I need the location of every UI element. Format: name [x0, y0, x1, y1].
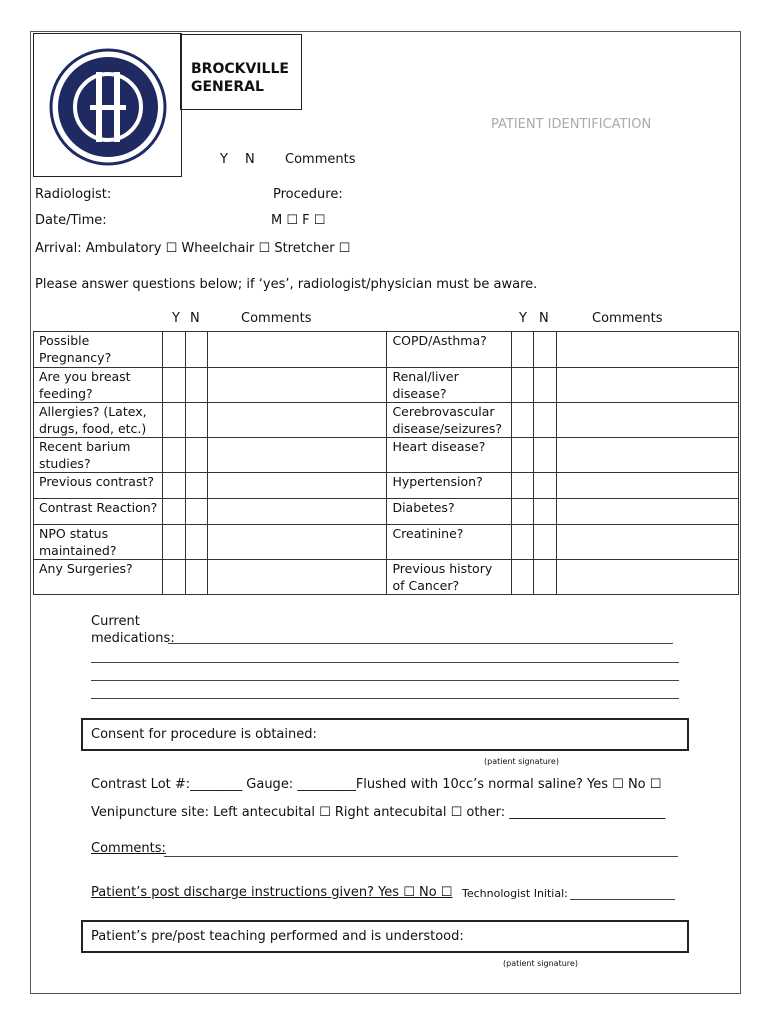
- question-left: Are you breast feeding?: [34, 368, 163, 403]
- comment-cell[interactable]: [207, 473, 387, 499]
- medications-line[interactable]: [91, 680, 679, 681]
- comment-cell[interactable]: [557, 525, 739, 560]
- datetime-label: Date/Time:: [35, 213, 107, 228]
- arrival-options[interactable]: Arrival: Ambulatory ☐ Wheelchair ☐ Stretcher ☐: [35, 241, 351, 256]
- medications-line[interactable]: [91, 698, 679, 699]
- yes-cell[interactable]: [162, 499, 185, 525]
- question-right: Previous history of Cancer?: [387, 560, 512, 595]
- consent-label: Consent for procedure is obtained:: [91, 727, 317, 742]
- no-cell[interactable]: [534, 499, 557, 525]
- question-right: Cerebrovascular disease/seizures?: [387, 403, 512, 438]
- table-row: [34, 499, 739, 525]
- radiologist-label: Radiologist:: [35, 187, 112, 202]
- hospital-name-line2: GENERAL: [191, 79, 264, 95]
- patient-signature-caption: (patient signature): [484, 757, 559, 766]
- patient-identification-label: PATIENT IDENTIFICATION: [491, 117, 652, 132]
- no-cell[interactable]: [185, 560, 207, 595]
- comment-cell[interactable]: [207, 499, 387, 525]
- table-header-comments-right: Comments: [592, 311, 663, 326]
- comment-cell[interactable]: [207, 403, 387, 438]
- no-cell[interactable]: [534, 560, 557, 595]
- contrast-line[interactable]: Contrast Lot #:________ Gauge: _________Flushed with 10cc’s normal saline? Yes ☐ No ☐: [91, 777, 662, 792]
- question-left: Contrast Reaction?: [34, 499, 163, 525]
- question-right: Heart disease?: [387, 438, 512, 473]
- hospital-name: [191, 60, 289, 96]
- question-right: COPD/Asthma?: [387, 332, 512, 368]
- table-header-y-right: Y: [519, 311, 527, 326]
- hospital-name-line1: BROCKVILLE: [191, 61, 289, 77]
- question-left: Any Surgeries?: [34, 560, 163, 595]
- no-cell[interactable]: [534, 332, 557, 368]
- procedure-label: Procedure:: [273, 187, 343, 202]
- comment-cell[interactable]: [557, 368, 739, 403]
- question-left: Possible Pregnancy?: [34, 332, 163, 368]
- comment-cell[interactable]: [207, 438, 387, 473]
- yes-cell[interactable]: [162, 368, 185, 403]
- table-header-comments-left: Comments: [241, 311, 312, 326]
- technologist-initial-label: Technologist Initial:: [462, 887, 568, 900]
- no-cell[interactable]: [534, 473, 557, 499]
- yes-cell[interactable]: [512, 368, 534, 403]
- comment-cell[interactable]: [557, 560, 739, 595]
- table-header-n-left: N: [190, 311, 200, 326]
- instructions-text: Please answer questions below; if ‘yes’, radiologist/physician must be aware.: [35, 277, 538, 292]
- comment-cell[interactable]: [557, 438, 739, 473]
- header-n: N: [245, 152, 255, 167]
- no-cell[interactable]: [185, 332, 207, 368]
- sex-checkboxes[interactable]: M ☐ F ☐: [271, 213, 326, 228]
- comment-cell[interactable]: [207, 560, 387, 595]
- comment-cell[interactable]: [207, 525, 387, 560]
- comments-line[interactable]: [164, 856, 678, 857]
- no-cell[interactable]: [185, 499, 207, 525]
- yes-cell[interactable]: [512, 560, 534, 595]
- question-right: Creatinine?: [387, 525, 512, 560]
- yes-cell[interactable]: [512, 473, 534, 499]
- no-cell[interactable]: [534, 525, 557, 560]
- comment-cell[interactable]: [557, 499, 739, 525]
- question-right: Diabetes?: [387, 499, 512, 525]
- table-row: [34, 525, 739, 560]
- yes-cell[interactable]: [162, 473, 185, 499]
- table-header-n-right: N: [539, 311, 549, 326]
- technologist-initial-line[interactable]: [570, 899, 675, 900]
- yes-cell[interactable]: [512, 332, 534, 368]
- table-row: [34, 438, 739, 473]
- comment-cell[interactable]: [557, 473, 739, 499]
- yes-cell[interactable]: [512, 499, 534, 525]
- question-left: Previous contrast?: [34, 473, 163, 499]
- no-cell[interactable]: [534, 368, 557, 403]
- no-cell[interactable]: [534, 438, 557, 473]
- medications-label: Current medications:: [91, 614, 175, 646]
- table-row: [34, 560, 739, 595]
- header-y: Y: [220, 152, 228, 167]
- header-comments: Comments: [285, 152, 356, 167]
- table-row: [34, 332, 739, 368]
- no-cell[interactable]: [185, 403, 207, 438]
- teaching-label: Patient’s pre/post teaching performed and is understood:: [91, 929, 464, 944]
- comment-cell[interactable]: [207, 332, 387, 368]
- question-left: Recent barium studies?: [34, 438, 163, 473]
- hospital-logo: [34, 34, 181, 176]
- question-left: NPO status maintained?: [34, 525, 163, 560]
- table-row: [34, 403, 739, 438]
- no-cell[interactable]: [185, 525, 207, 560]
- medications-line[interactable]: [168, 643, 673, 644]
- comment-cell[interactable]: [557, 403, 739, 438]
- no-cell[interactable]: [534, 403, 557, 438]
- yes-cell[interactable]: [162, 525, 185, 560]
- table-row: [34, 473, 739, 499]
- comments-label: Comments:: [91, 841, 166, 856]
- question-right: Hypertension?: [387, 473, 512, 499]
- comment-cell[interactable]: [557, 332, 739, 368]
- table-row: [34, 368, 739, 403]
- comment-cell[interactable]: [207, 368, 387, 403]
- yes-cell[interactable]: [512, 438, 534, 473]
- logo-box: [33, 33, 182, 177]
- no-cell[interactable]: [185, 368, 207, 403]
- yes-cell[interactable]: [162, 560, 185, 595]
- no-cell[interactable]: [185, 473, 207, 499]
- yes-cell[interactable]: [162, 403, 185, 438]
- patient-signature-caption: (patient signature): [503, 959, 578, 968]
- discharge-instructions[interactable]: Patient’s post discharge instructions given? Yes ☐ No ☐: [91, 885, 453, 900]
- yes-cell[interactable]: [162, 332, 185, 368]
- yes-cell[interactable]: [512, 403, 534, 438]
- no-cell[interactable]: [185, 438, 207, 473]
- question-right: Renal/liver disease?: [387, 368, 512, 403]
- yes-cell[interactable]: [162, 438, 185, 473]
- yes-cell[interactable]: [512, 525, 534, 560]
- table-header-y-left: Y: [172, 311, 180, 326]
- questions-table: [33, 331, 739, 595]
- medications-line[interactable]: [91, 662, 679, 663]
- venipuncture-line[interactable]: Venipuncture site: Left antecubital ☐ Right antecubital ☐ other: ________________________: [91, 805, 666, 820]
- question-left: Allergies? (Latex, drugs, food, etc.): [34, 403, 163, 438]
